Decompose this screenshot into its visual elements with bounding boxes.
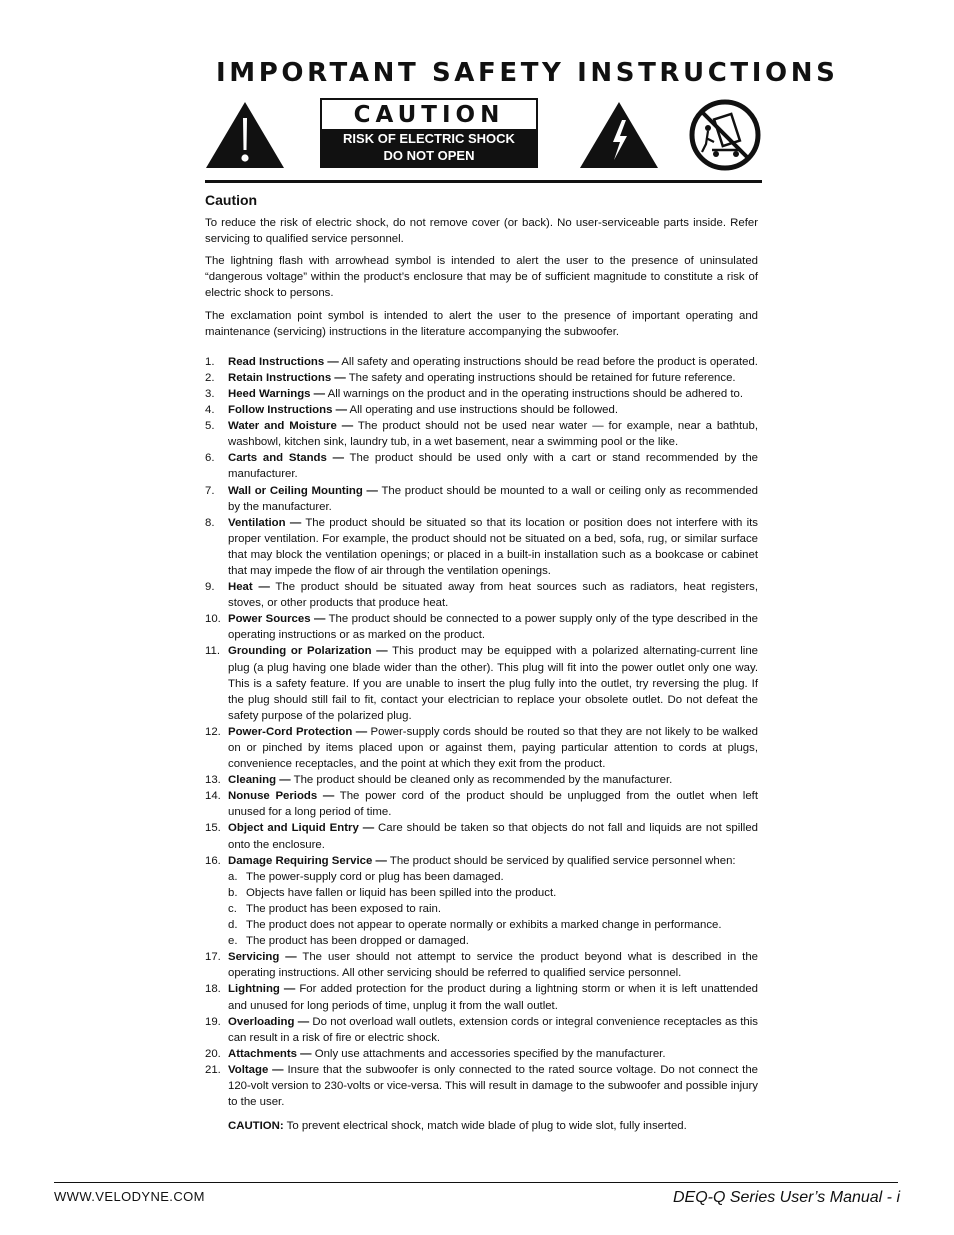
instruction-item	[205, 611, 758, 643]
instruction-text: Insure that the subwoofer is only connected to the rated source voltage. Do not connect the 120-volt version to 230-volts or vice-versa. This will result in damage to the subwoofer and possible injury to the user.	[228, 1063, 758, 1109]
damage-subitem-list	[228, 869, 758, 949]
instruction-text: The product should be situated away from heat sources such as radiators, heat registers, stoves, or other products that produce heat.	[228, 581, 758, 610]
instruction-item	[205, 386, 758, 402]
instruction-text: All safety and operating instructions should be read before the product is operated.	[341, 355, 758, 368]
instruction-number: 3.	[205, 387, 215, 400]
instruction-number: 14.	[205, 790, 221, 803]
instruction-text: The product should be used only with a cart or stand recommended by the manufacturer.	[228, 452, 758, 481]
instruction-text: The safety and operating instructions should be retained for future reference.	[348, 371, 736, 384]
instruction-number: 6.	[205, 452, 215, 465]
instruction-number: 20.	[205, 1047, 221, 1060]
caution-heading: Caution	[205, 192, 258, 208]
damage-subitem	[228, 869, 758, 885]
instruction-title: Voltage —	[228, 1063, 284, 1076]
instruction-number: 15.	[205, 822, 221, 835]
instruction-title: Attachments —	[228, 1047, 312, 1060]
instruction-item	[205, 772, 758, 788]
instruction-item	[205, 643, 758, 723]
instruction-title: Lightning —	[228, 983, 296, 996]
instruction-title: Grounding or Polarization —	[228, 645, 388, 658]
instruction-text: The product should not be used near water — for example, near a bathtub, washbowl, kitchen sink, laundry tub, in a wet basement, near a swimming pool or the like.	[228, 420, 758, 449]
instruction-item	[205, 853, 758, 950]
caution-label-body	[322, 129, 536, 166]
instruction-number: 7.	[205, 484, 215, 497]
instruction-item	[205, 450, 758, 482]
instruction-item	[205, 949, 758, 981]
instruction-title: Power-Cord Protection —	[228, 725, 368, 738]
caution-paragraph: The exclamation point symbol is intended to alert the user to the presence of important operating and maintenance (servicing) instructions in the literature accompanying the subwoofer.	[205, 309, 758, 338]
subitem-letter: c.	[228, 902, 237, 915]
footer-website: WWW.VELODYNE.COM	[54, 1189, 205, 1204]
instruction-number: 9.	[205, 581, 215, 594]
instruction-list	[205, 354, 758, 1110]
instruction-number: 18.	[205, 983, 221, 996]
instruction-text: Power-supply cords should be routed so that they are not likely to be walked on or pinched by items placed upon or against them, paying particular attention to cords at plugs, convenience receptacles, and the point at which they exit from the product.	[228, 725, 758, 771]
instruction-item	[205, 981, 758, 1013]
instruction-item	[205, 1014, 758, 1046]
instruction-title: Read Instructions —	[228, 355, 339, 368]
instruction-number: 16.	[205, 854, 221, 867]
instruction-number: 8.	[205, 516, 215, 529]
caution-paragraph: The lightning flash with arrowhead symbol is intended to alert the user to the presence of uninsulated “dangerous voltage” within the product’s enclosure that may be of sufficient magnitude to constitute a risk of electric shock to persons.	[205, 255, 758, 300]
damage-subitem	[228, 901, 758, 917]
instruction-title: Water and Moisture —	[228, 420, 354, 433]
subitem-letter: a.	[228, 870, 238, 883]
final-caution-label: CAUTION:	[228, 1120, 284, 1133]
cart-tipover-icon	[688, 98, 762, 172]
subitem-text: The product has been dropped or damaged.	[246, 935, 469, 948]
instruction-item	[205, 354, 758, 370]
instruction-text: The product should be mounted to a wall or ceiling only as recommended by the manufacturer.	[228, 484, 758, 513]
instruction-item	[205, 788, 758, 820]
instruction-title: Damage Requiring Service —	[228, 854, 387, 867]
instruction-text: This product may be equipped with a polarized alternating-current line plug (a plug having one blade wider than the other). This plug will fit into the power outlet only one way. This is a safety feature. If you are unable to insert the plug fully into the outlet, try reversing the plug. If the plug should still fail to fit, contact your electrician to replace your obsolete outlet. Do not defeat the safety purpose of the polarized plug.	[228, 645, 758, 722]
instruction-text: The product should be cleaned only as recommended by the manufacturer.	[293, 774, 673, 787]
instruction-title: Cleaning —	[228, 774, 291, 787]
subitem-text: The product has been exposed to rain.	[246, 902, 442, 915]
caution-label-line-2: DO NOT OPEN	[383, 148, 475, 163]
instruction-number: 1.	[205, 355, 215, 368]
instruction-text: Only use attachments and accessories specified by the manufacturer.	[314, 1047, 666, 1060]
instruction-text: The user should not attempt to service the product beyond what is described in the operating instructions. All other servicing should be referred to qualified service personnel.	[228, 951, 758, 980]
instruction-number: 11.	[205, 645, 220, 658]
instruction-title: Follow Instructions —	[228, 404, 347, 417]
caution-label-heading: CAUTION	[353, 102, 505, 128]
instruction-number: 13.	[205, 774, 221, 787]
instruction-number: 21.	[205, 1063, 221, 1076]
caution-paragraph: To reduce the risk of electric shock, do not remove cover (or back). No user-serviceable parts inside. Refer servicing to qualified service personnel.	[205, 217, 758, 246]
lightning-triangle-icon	[578, 100, 660, 170]
instruction-item	[205, 483, 758, 515]
header-divider	[205, 180, 762, 183]
instruction-item	[205, 402, 758, 418]
instruction-text: Care should be taken so that objects do not fall and liquids are not spilled onto the enclosure.	[228, 822, 758, 851]
instruction-number: 19.	[205, 1015, 221, 1028]
instruction-text: All operating and use instructions should be followed.	[349, 404, 618, 417]
instruction-text: The product should be situated so that its location or position does not interfere with its proper ventilation. For example, the product should not be situated on a bed, sofa, rug, or similar surface that may block the ventilation openings; or placed in a built-in installation such as a bookcase or cabinet that may impede the flow of air through the ventilation openings.	[228, 516, 758, 577]
caution-label-box	[320, 98, 538, 168]
page-title: IMPORTANT SAFETY INSTRUCTIONS	[216, 58, 839, 88]
footer-divider	[54, 1182, 898, 1183]
instruction-item	[205, 579, 758, 611]
instruction-item	[205, 1062, 758, 1110]
instruction-item	[205, 1046, 758, 1062]
instruction-number: 10.	[205, 613, 221, 626]
instruction-title: Heat —	[228, 581, 270, 594]
caution-label-line-1: RISK OF ELECTRIC SHOCK	[343, 131, 515, 146]
instruction-text: All warnings on the product and in the operating instructions should be adhered to.	[327, 387, 743, 400]
instruction-item	[205, 724, 758, 772]
instruction-number: 17.	[205, 951, 221, 964]
instruction-title: Wall or Ceiling Mounting —	[228, 484, 378, 497]
final-caution	[205, 1118, 758, 1134]
instruction-title: Nonuse Periods —	[228, 790, 335, 803]
instruction-title: Servicing —	[228, 951, 297, 964]
damage-subitem	[228, 933, 758, 949]
instruction-text: The power cord of the product should be unplugged from the outlet when left unused for a long period of time.	[228, 790, 758, 819]
instruction-text: For added protection for the product during a lightning storm or when it is left unattended and unused for long periods of time, unplug it from the wall outlet.	[228, 983, 758, 1012]
subitem-letter: d.	[228, 919, 238, 932]
instruction-item	[205, 515, 758, 579]
subitem-text: The product does not appear to operate normally or exhibits a marked change in performance.	[246, 919, 722, 932]
instruction-title: Heed Warnings —	[228, 387, 326, 400]
instruction-title: Power Sources —	[228, 613, 326, 626]
instruction-item	[205, 418, 758, 450]
instruction-item	[205, 370, 758, 386]
subitem-letter: b.	[228, 886, 238, 899]
subitem-text: Objects have fallen or liquid has been spilled into the product.	[246, 886, 557, 899]
final-caution-text: To prevent electrical shock, match wide blade of plug to wide slot, fully inserted.	[286, 1120, 687, 1133]
instruction-number: 4.	[205, 404, 215, 417]
instruction-number: 2.	[205, 371, 215, 384]
instruction-number: 5.	[205, 420, 215, 433]
safety-content	[205, 192, 758, 1134]
instruction-text: The product should be serviced by qualified service personnel when:	[389, 854, 736, 867]
instruction-title: Overloading —	[228, 1015, 310, 1028]
instruction-title: Retain Instructions —	[228, 371, 346, 384]
footer-page-label: DEQ-Q Series User’s Manual - i	[672, 1189, 900, 1206]
subitem-text: The power-supply cord or plug has been damaged.	[246, 870, 504, 883]
instruction-text: Do not overload wall outlets, extension cords or integral convenience receptacles as this can result in a risk of fire or electric shock.	[228, 1015, 758, 1044]
instruction-item	[205, 820, 758, 852]
exclamation-triangle-icon	[204, 100, 286, 170]
instruction-text: The product should be connected to a power supply only of the type described in the operating instructions or as marked on the product.	[228, 613, 758, 642]
instruction-title: Ventilation —	[228, 516, 302, 529]
subitem-letter: e.	[228, 935, 238, 948]
instruction-title: Object and Liquid Entry —	[228, 822, 375, 835]
damage-subitem	[228, 885, 758, 901]
instruction-title: Carts and Stands —	[228, 452, 344, 465]
instruction-number: 12.	[205, 725, 221, 738]
damage-subitem	[228, 917, 758, 933]
